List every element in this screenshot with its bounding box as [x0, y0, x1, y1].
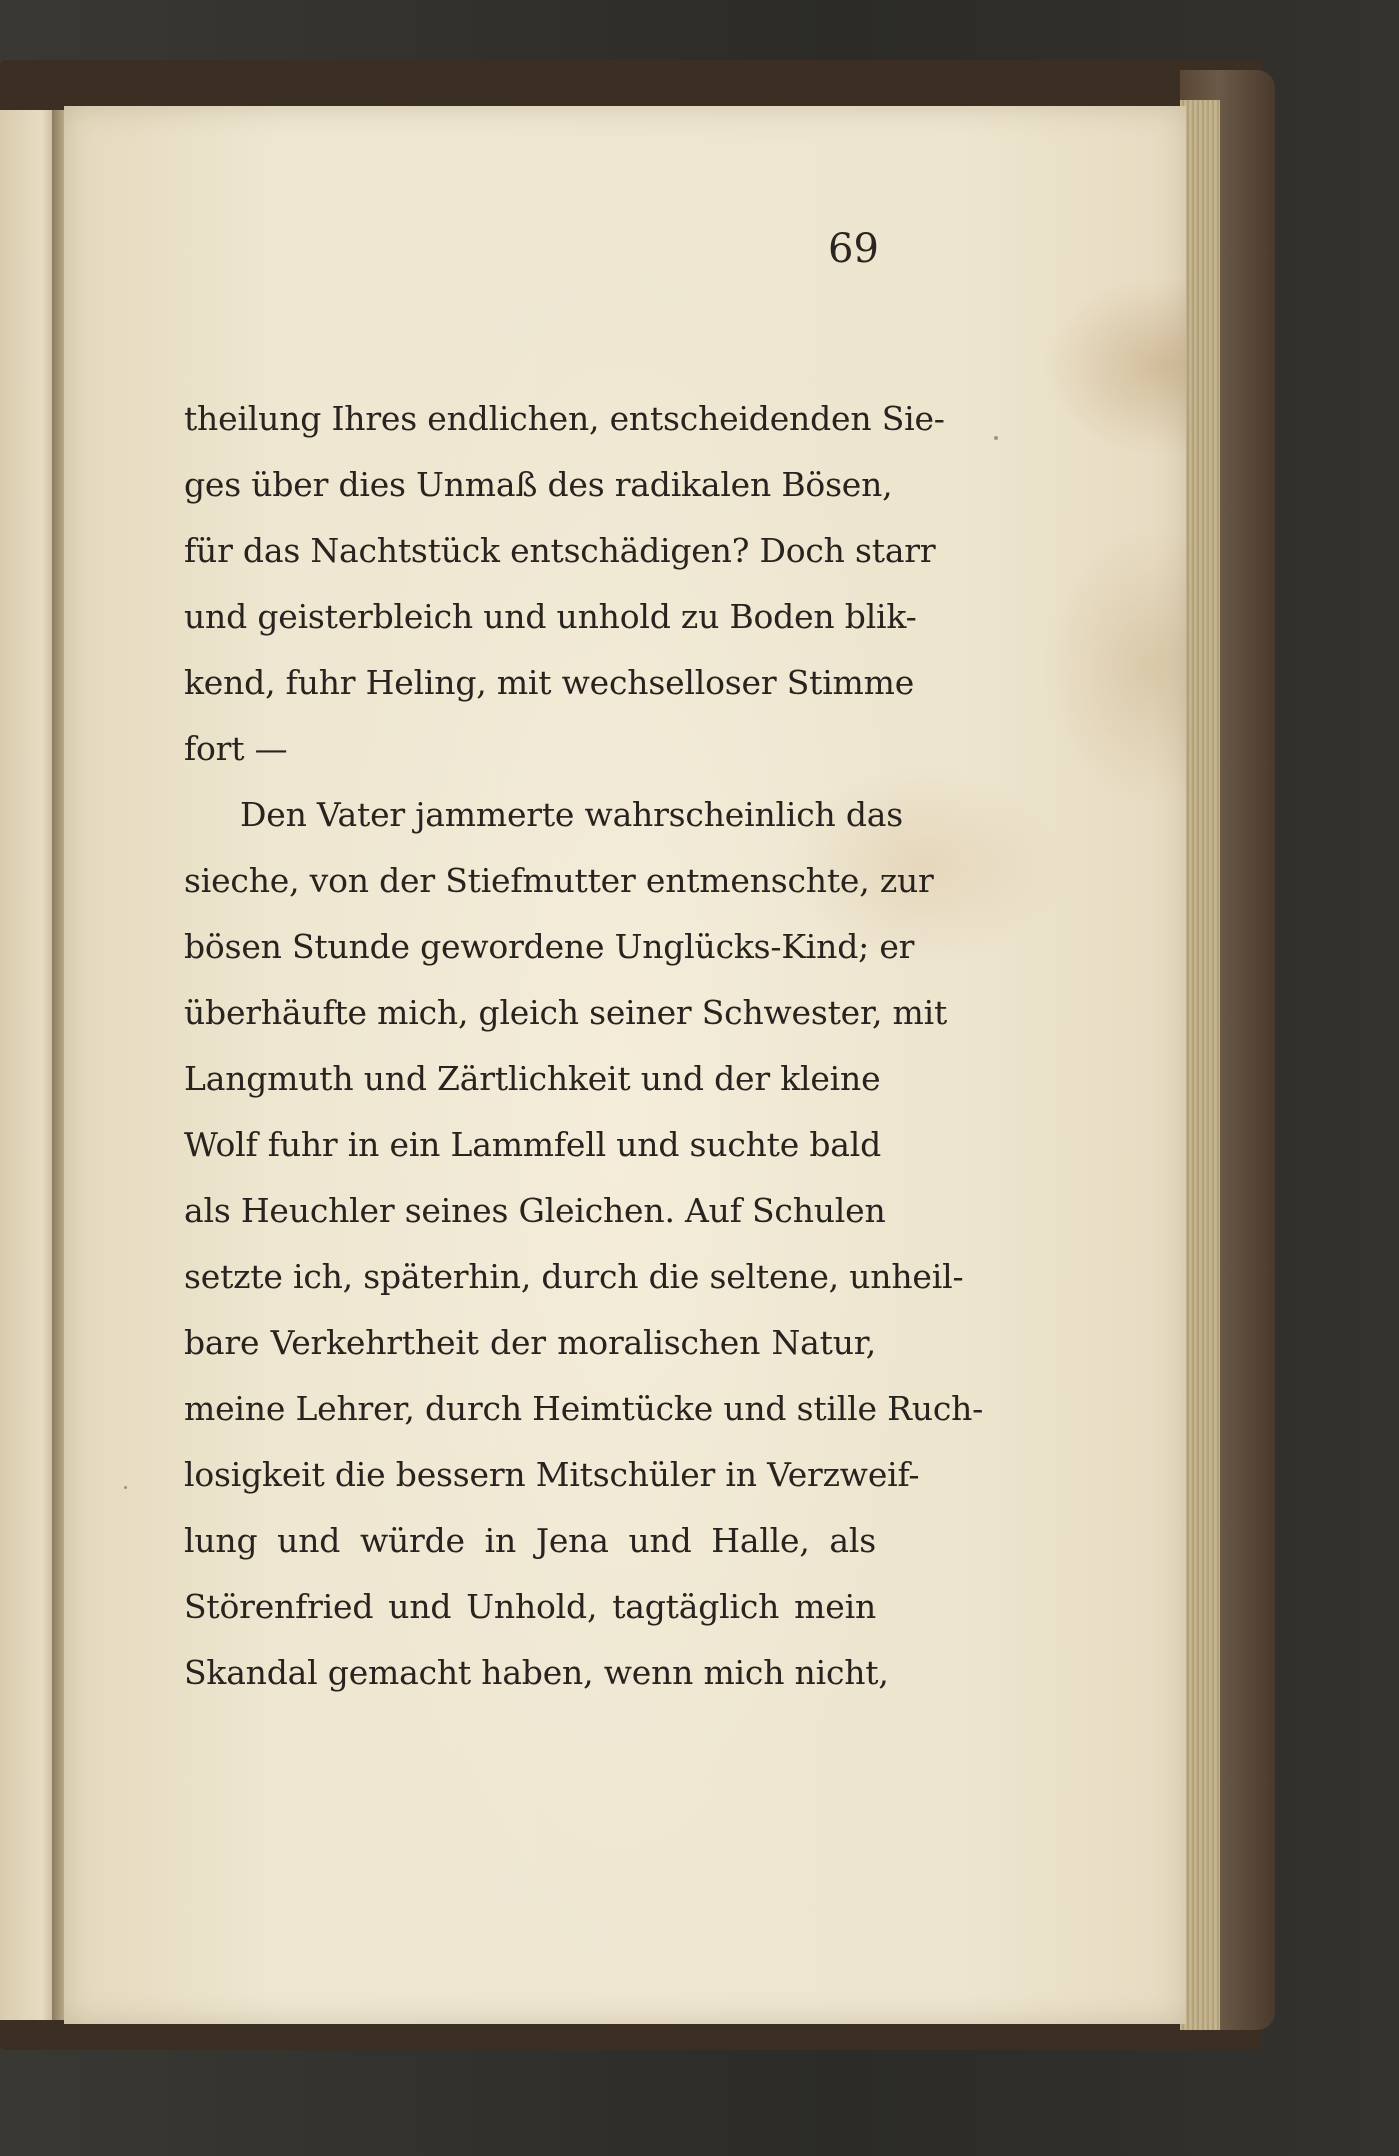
- text-line: losigkeit die bessern Mitschüler in Verzweif-: [184, 1455, 920, 1494]
- page-number: 69: [828, 226, 879, 272]
- text-line: lung und würde in Jena und Halle, als: [184, 1521, 876, 1560]
- text-line: bare Verkehrtheit der moralischen Natur,: [184, 1323, 876, 1362]
- text-line: als Heuchler seines Gleichen. Auf Schulen: [184, 1191, 886, 1230]
- ink-speck: [124, 1486, 127, 1489]
- text-line: ges über dies Unmaß des radikalen Bösen,: [184, 465, 893, 504]
- text-line: sieche, von der Stiefmutter entmenschte, zur: [184, 861, 934, 900]
- text-line: kend, fuhr Heling, mit wechselloser Stimme: [184, 663, 915, 702]
- body-text: [184, 386, 984, 1706]
- page-stack-edge: [1180, 100, 1220, 2030]
- text-line: meine Lehrer, durch Heimtücke und stille Ruch-: [184, 1389, 984, 1428]
- text-line: überhäufte mich, gleich seiner Schwester, mit: [184, 993, 948, 1032]
- text-line: bösen Stunde gewordene Unglücks-Kind; er: [184, 927, 915, 966]
- text-line: und geisterbleich und unhold zu Boden blik-: [184, 597, 917, 636]
- text-line: setzte ich, späterhin, durch die seltene, unheil-: [184, 1257, 964, 1296]
- text-line: Störenfried und Unhold, tagtäglich mein: [184, 1587, 876, 1626]
- ink-speck: [994, 436, 998, 440]
- text-line: für das Nachtstück entschädigen? Doch starr: [184, 531, 936, 570]
- text-line: fort —: [184, 729, 288, 768]
- text-line: Den Vater jammerte wahrscheinlich das: [240, 795, 903, 834]
- text-line: Skandal gemacht haben, wenn mich nicht,: [184, 1653, 889, 1692]
- left-page-edge: [0, 110, 60, 2020]
- text-line: theilung Ihres endlichen, entscheidenden Sie-: [184, 399, 945, 438]
- text-line: Wolf fuhr in ein Lammfell und suchte bald: [184, 1125, 882, 1164]
- text-line: Langmuth und Zärtlichkeit und der kleine: [184, 1059, 881, 1098]
